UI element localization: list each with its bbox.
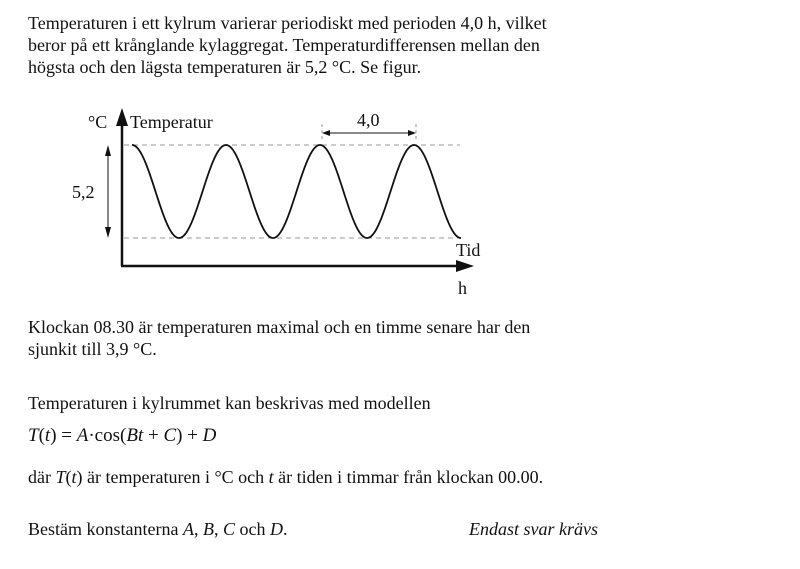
temperature-figure [60,100,500,305]
intro-line-2: beror på ett krånglande kylaggregat. Temperaturdifferensen mellan den [28,35,540,55]
time-info-line-2: sjunkit till 3,9 °C. [28,339,157,359]
formula-a: A [76,425,89,446]
amplitude-arrow-top [105,145,111,156]
y-axis-title: Temperatur [130,112,213,132]
task-d: D [269,519,283,539]
amplitude-label: 5,2 [72,182,95,202]
intro-line-1: Temperaturen i ett kylrum varierar periodiskt med perioden 4,0 h, vilket [28,13,547,33]
where-text: där T(t) är temperaturen i °C och t är tiden i timmar från klockan 00.00. [28,467,544,487]
formula-plus: + [143,425,164,446]
period-arrow-left [322,130,330,136]
task-text [28,518,287,540]
formula-c: C [163,425,177,446]
formula-var: t [44,425,51,446]
formula-d: D [202,425,217,446]
where-mid-2: är tiden i timmar från klockan 00.00. [273,467,544,487]
y-axis-unit: °C [88,112,108,132]
time-info-paragraph [28,316,530,360]
where-mid-1: är temperaturen i °C och [82,467,269,487]
task-prefix: Bestäm konstanterna [28,519,183,539]
x-axis-title: Tid [456,240,481,260]
task-sep-1: , [193,519,203,539]
amplitude-arrow-bottom [105,227,111,238]
task-och: och [234,519,270,539]
task-end: . [282,519,288,539]
task-a: A [182,519,194,539]
formula-eq: = [56,425,77,446]
formula-close-plus: ) + [176,425,203,446]
y-axis-arrow [116,108,128,126]
period-arrow-right [408,130,416,136]
temperature-curve [132,145,461,238]
where-prefix: där [28,467,56,487]
formula-func: T [28,425,39,446]
task-sep-2: , [213,519,223,539]
where-t: t [268,467,274,487]
intro-paragraph [28,12,547,78]
task-c: C [222,519,235,539]
answer-only-note: Endast svar krävs [469,519,598,539]
where-func: T [55,467,66,487]
x-axis-arrow [456,260,474,272]
model-formula: T(t) = A·cos(Bt + C) + D [28,425,217,446]
where-var: t [71,467,77,487]
time-info-line-1: Klockan 08.30 är temperaturen maximal och en timme senare har den [28,317,531,337]
x-axis-unit: h [458,278,467,298]
period-label: 4,0 [357,110,380,130]
model-intro-text: Temperaturen i kylrummet kan beskrivas med modellen [28,393,431,413]
intro-line-3: högsta och den lägsta temperaturen är 5,2 °C. Se figur. [28,57,422,77]
formula-t: t [137,425,144,446]
task-b: B [202,519,214,539]
formula-b: B [126,425,138,446]
formula-dot-cos: ·cos( [88,425,127,446]
